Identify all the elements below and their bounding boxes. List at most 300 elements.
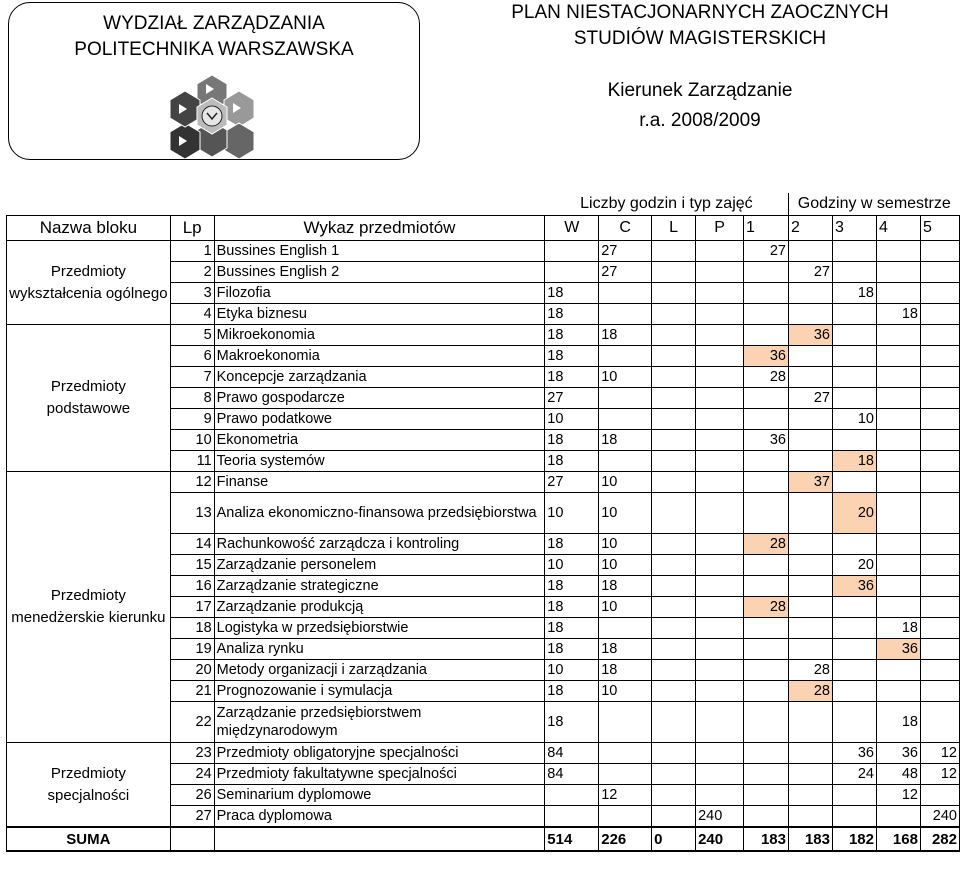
faculty-name: WYDZIAŁ ZARZĄDZANIA — [103, 13, 325, 34]
row-s4-value — [876, 430, 920, 451]
row-s2-value — [789, 618, 833, 639]
row-w-value: 18 — [545, 346, 599, 367]
row-s4-value — [876, 283, 920, 304]
row-p-value — [696, 493, 744, 534]
row-s2-value — [789, 702, 833, 743]
row-l-value — [652, 743, 696, 764]
row-s1-value: 28 — [744, 534, 789, 555]
row-s4-value — [876, 388, 920, 409]
row-s3-value: 18 — [832, 283, 876, 304]
row-s3-value — [832, 597, 876, 618]
row-s1-value — [744, 785, 789, 806]
row-s5-value — [920, 576, 959, 597]
row-p-value — [696, 534, 744, 555]
row-s4-value — [876, 262, 920, 283]
sum-w-value: 514 — [545, 827, 599, 851]
academic-year: r.a. 2008/2009 — [639, 110, 761, 131]
row-p-value: 240 — [696, 806, 744, 828]
row-s2-value — [789, 241, 833, 262]
row-s5-value — [920, 346, 959, 367]
row-subject-name: Koncepcje zarządzania — [214, 367, 545, 388]
row-s3-value — [832, 534, 876, 555]
row-c-value — [599, 451, 652, 472]
row-s3-value: 36 — [832, 743, 876, 764]
row-lp: 2 — [170, 262, 214, 283]
col-sem5-header: 5 — [920, 216, 959, 241]
row-l-value — [652, 660, 696, 681]
row-l-value — [652, 346, 696, 367]
row-w-value: 18 — [545, 367, 599, 388]
row-subject-name: Zarządzanie produkcją — [214, 597, 545, 618]
row-c-value — [599, 304, 652, 325]
row-lp: 26 — [170, 785, 214, 806]
row-s4-value: 36 — [876, 639, 920, 660]
row-s2-value — [789, 639, 833, 660]
row-lp: 1 — [170, 241, 214, 262]
row-c-value: 18 — [599, 430, 652, 451]
row-p-value — [696, 764, 744, 785]
row-l-value — [652, 388, 696, 409]
row-s1-value — [744, 451, 789, 472]
row-l-value — [652, 367, 696, 388]
row-s2-value — [789, 430, 833, 451]
row-l-value — [652, 304, 696, 325]
row-s2-value — [789, 576, 833, 597]
sum-row — [7, 827, 960, 851]
column-header-row — [7, 216, 960, 241]
row-s2-value: 28 — [789, 660, 833, 681]
row-l-value — [652, 283, 696, 304]
row-subject-name: Przedmioty obligatoryjne specjalności — [214, 743, 545, 764]
row-lp: 21 — [170, 681, 214, 702]
row-s1-value — [744, 702, 789, 743]
row-l-value — [652, 806, 696, 828]
semesters-group-header: Godziny w semestrze — [789, 193, 960, 216]
row-s3-value: 24 — [832, 764, 876, 785]
row-subject-name: Filozofia — [214, 283, 545, 304]
row-s4-value — [876, 472, 920, 493]
row-s5-value — [920, 367, 959, 388]
col-lp-header: Lp — [170, 216, 214, 241]
row-s2-value — [789, 283, 833, 304]
row-s1-value — [744, 681, 789, 702]
row-s5-value: 240 — [920, 806, 959, 828]
row-p-value — [696, 367, 744, 388]
row-s1-value — [744, 472, 789, 493]
row-subject-name: Mikroekonomia — [214, 325, 545, 346]
row-c-value: 18 — [599, 576, 652, 597]
row-s5-value: 12 — [920, 743, 959, 764]
row-l-value — [652, 576, 696, 597]
col-sem4-header: 4 — [876, 216, 920, 241]
row-s4-value: 48 — [876, 764, 920, 785]
col-l-header: L — [652, 216, 696, 241]
row-s3-value — [832, 660, 876, 681]
row-w-value: 18 — [545, 618, 599, 639]
row-s3-value — [832, 367, 876, 388]
row-subject-name: Etyka biznesu — [214, 304, 545, 325]
row-subject-name: Przedmioty fakultatywne specjalności — [214, 764, 545, 785]
row-l-value — [652, 681, 696, 702]
row-p-value — [696, 472, 744, 493]
row-s1-value: 28 — [744, 367, 789, 388]
row-subject-name: Finanse — [214, 472, 545, 493]
row-s4-value — [876, 241, 920, 262]
row-subject-name: Logistyka w przedsiębiorstwie — [214, 618, 545, 639]
row-c-value: 18 — [599, 639, 652, 660]
row-s4-value — [876, 325, 920, 346]
block-name-basic: Przedmioty podstawowe — [7, 325, 171, 472]
row-p-value — [696, 618, 744, 639]
row-lp: 5 — [170, 325, 214, 346]
block-name-managerial: Przedmioty menedżerskie kierunku — [7, 472, 171, 743]
sum-s2-value: 183 — [789, 827, 833, 851]
table-row — [7, 241, 960, 262]
row-s5-value — [920, 472, 959, 493]
row-c-value: 10 — [599, 597, 652, 618]
sum-c-value: 226 — [599, 827, 652, 851]
row-s2-value: 27 — [789, 262, 833, 283]
col-c-header: C — [599, 216, 652, 241]
row-c-value — [599, 346, 652, 367]
table-body — [7, 241, 960, 852]
row-w-value: 10 — [545, 660, 599, 681]
row-s2-value — [789, 534, 833, 555]
row-s4-value — [876, 451, 920, 472]
row-p-value — [696, 639, 744, 660]
sum-s1-value: 183 — [744, 827, 789, 851]
row-c-value: 10 — [599, 493, 652, 534]
row-s2-value — [789, 597, 833, 618]
row-subject-name: Bussines English 2 — [214, 262, 545, 283]
row-s2-value: 27 — [789, 388, 833, 409]
row-lp: 22 — [170, 702, 214, 743]
row-c-value: 10 — [599, 472, 652, 493]
row-l-value — [652, 639, 696, 660]
row-s2-value — [789, 409, 833, 430]
row-s3-value — [832, 325, 876, 346]
row-c-value — [599, 806, 652, 828]
row-lp: 3 — [170, 283, 214, 304]
row-l-value — [652, 534, 696, 555]
row-l-value — [652, 472, 696, 493]
row-lp: 6 — [170, 346, 214, 367]
row-s5-value — [920, 618, 959, 639]
row-l-value — [652, 555, 696, 576]
sum-s3-value: 182 — [832, 827, 876, 851]
row-l-value — [652, 618, 696, 639]
row-s3-value — [832, 430, 876, 451]
row-s3-value — [832, 702, 876, 743]
row-lp: 8 — [170, 388, 214, 409]
row-w-value: 18 — [545, 304, 599, 325]
row-s4-value — [876, 597, 920, 618]
row-s5-value — [920, 702, 959, 743]
row-s3-value — [832, 785, 876, 806]
row-lp: 27 — [170, 806, 214, 828]
university-logo — [167, 73, 257, 159]
row-s1-value — [744, 618, 789, 639]
row-c-value: 10 — [599, 681, 652, 702]
row-subject-name: Makroekonomia — [214, 346, 545, 367]
row-s3-value — [832, 304, 876, 325]
row-s2-value — [789, 785, 833, 806]
row-w-value: 18 — [545, 283, 599, 304]
row-s1-value — [744, 555, 789, 576]
row-lp: 10 — [170, 430, 214, 451]
row-w-value: 18 — [545, 681, 599, 702]
row-s1-value — [744, 743, 789, 764]
row-s5-value — [920, 262, 959, 283]
block-name-specialty: Przedmioty specjalności — [7, 743, 171, 828]
table-row — [7, 325, 960, 346]
row-s5-value — [920, 681, 959, 702]
row-p-value — [696, 702, 744, 743]
row-s1-value — [744, 639, 789, 660]
row-s2-value: 36 — [789, 325, 833, 346]
row-lp: 9 — [170, 409, 214, 430]
row-p-value — [696, 304, 744, 325]
row-s4-value — [876, 346, 920, 367]
row-w-value: 18 — [545, 325, 599, 346]
row-s4-value — [876, 555, 920, 576]
row-s3-value — [832, 388, 876, 409]
row-w-value — [545, 241, 599, 262]
row-s2-value — [789, 346, 833, 367]
row-w-value — [545, 262, 599, 283]
row-w-value: 27 — [545, 388, 599, 409]
hours-group-header: Liczby godzin i typ zajęć — [545, 193, 789, 216]
row-lp: 13 — [170, 493, 214, 534]
row-s3-value — [832, 241, 876, 262]
row-s3-value — [832, 681, 876, 702]
row-s4-value — [876, 576, 920, 597]
row-s1-value: 36 — [744, 346, 789, 367]
row-s5-value — [920, 493, 959, 534]
row-l-value — [652, 430, 696, 451]
col-sem3-header: 3 — [832, 216, 876, 241]
row-p-value — [696, 241, 744, 262]
row-p-value — [696, 451, 744, 472]
row-s2-value — [789, 367, 833, 388]
row-w-value: 84 — [545, 764, 599, 785]
row-l-value — [652, 262, 696, 283]
row-w-value: 18 — [545, 430, 599, 451]
row-p-value — [696, 681, 744, 702]
row-lp: 16 — [170, 576, 214, 597]
row-p-value — [696, 346, 744, 367]
row-subject-name: Teoria systemów — [214, 451, 545, 472]
row-s5-value — [920, 283, 959, 304]
row-s3-value: 20 — [832, 493, 876, 534]
row-c-value: 10 — [599, 367, 652, 388]
row-c-value: 27 — [599, 241, 652, 262]
row-subject-name: Seminarium dyplomowe — [214, 785, 545, 806]
row-s2-value: 37 — [789, 472, 833, 493]
row-l-value — [652, 241, 696, 262]
row-s3-value — [832, 639, 876, 660]
row-w-value: 10 — [545, 409, 599, 430]
row-c-value — [599, 743, 652, 764]
row-s2-value — [789, 493, 833, 534]
row-s5-value — [920, 555, 959, 576]
row-s2-value — [789, 304, 833, 325]
sum-empty-name — [214, 827, 545, 851]
row-subject-name: Bussines English 1 — [214, 241, 545, 262]
row-subject-name: Zarządzanie personelem — [214, 555, 545, 576]
row-s3-value — [832, 806, 876, 828]
row-l-value — [652, 451, 696, 472]
row-p-value — [696, 262, 744, 283]
row-s1-value — [744, 304, 789, 325]
row-s3-value — [832, 618, 876, 639]
row-w-value: 10 — [545, 555, 599, 576]
row-s5-value — [920, 430, 959, 451]
row-lp: 18 — [170, 618, 214, 639]
row-l-value — [652, 597, 696, 618]
col-block-header: Nazwa bloku — [7, 216, 171, 241]
row-lp: 19 — [170, 639, 214, 660]
row-s1-value — [744, 262, 789, 283]
row-lp: 14 — [170, 534, 214, 555]
row-subject-name: Analiza rynku — [214, 639, 545, 660]
row-s2-value — [789, 743, 833, 764]
col-sem2-header: 2 — [789, 216, 833, 241]
col-w-header: W — [545, 216, 599, 241]
row-l-value — [652, 764, 696, 785]
row-w-value: 18 — [545, 702, 599, 743]
row-s2-value — [789, 555, 833, 576]
row-s4-value: 18 — [876, 304, 920, 325]
row-s4-value — [876, 806, 920, 828]
row-w-value: 84 — [545, 743, 599, 764]
row-w-value: 18 — [545, 639, 599, 660]
row-c-value — [599, 388, 652, 409]
row-s4-value — [876, 409, 920, 430]
row-s3-value: 10 — [832, 409, 876, 430]
row-s5-value: 12 — [920, 764, 959, 785]
row-w-value — [545, 785, 599, 806]
row-s5-value — [920, 639, 959, 660]
row-l-value — [652, 325, 696, 346]
row-subject-name: Rachunkowość zarządcza i kontroling — [214, 534, 545, 555]
row-s1-value: 36 — [744, 430, 789, 451]
row-c-value — [599, 764, 652, 785]
row-c-value — [599, 283, 652, 304]
row-l-value — [652, 785, 696, 806]
row-p-value — [696, 325, 744, 346]
col-subjects-header: Wykaz przedmiotów — [214, 216, 545, 241]
row-s4-value — [876, 681, 920, 702]
row-s1-value — [744, 660, 789, 681]
row-lp: 23 — [170, 743, 214, 764]
row-subject-name: Zarządzanie przedsiębiorstwem międzynarodowym — [214, 702, 545, 743]
row-s4-value — [876, 493, 920, 534]
row-subject-name: Prawo gospodarcze — [214, 388, 545, 409]
row-subject-name: Ekonometria — [214, 430, 545, 451]
row-subject-name: Analiza ekonomiczno-finansowa przedsiębiorstwa — [214, 493, 545, 534]
sum-l-value: 0 — [652, 827, 696, 851]
row-p-value — [696, 388, 744, 409]
study-plan-table-wrapper — [6, 193, 960, 852]
col-p-header: P — [696, 216, 744, 241]
row-s1-value: 27 — [744, 241, 789, 262]
row-w-value: 27 — [545, 472, 599, 493]
row-l-value — [652, 493, 696, 534]
block-name-general: Przedmioty wykształcenia ogólnego — [7, 241, 171, 325]
row-c-value: 10 — [599, 534, 652, 555]
row-p-value — [696, 660, 744, 681]
row-s4-value — [876, 367, 920, 388]
row-c-value — [599, 702, 652, 743]
row-p-value — [696, 576, 744, 597]
row-s4-value: 36 — [876, 743, 920, 764]
row-lp: 17 — [170, 597, 214, 618]
row-p-value — [696, 597, 744, 618]
sum-s5-value: 282 — [920, 827, 959, 851]
row-subject-name: Praca dyplomowa — [214, 806, 545, 828]
row-s3-value: 18 — [832, 451, 876, 472]
row-s2-value — [789, 806, 833, 828]
row-s5-value — [920, 785, 959, 806]
row-w-value: 18 — [545, 576, 599, 597]
row-s1-value — [744, 283, 789, 304]
sum-s4-value: 168 — [876, 827, 920, 851]
sum-label: SUMA — [7, 827, 171, 851]
row-c-value: 12 — [599, 785, 652, 806]
row-s2-value — [789, 451, 833, 472]
row-w-value — [545, 806, 599, 828]
row-p-value — [696, 430, 744, 451]
row-c-value — [599, 618, 652, 639]
row-s3-value — [832, 262, 876, 283]
row-subject-name: Zarządzanie strategiczne — [214, 576, 545, 597]
col-sem1-header: 1 — [744, 216, 789, 241]
row-lp: 12 — [170, 472, 214, 493]
row-c-value: 10 — [599, 555, 652, 576]
group-header-row — [7, 193, 960, 216]
row-w-value: 18 — [545, 451, 599, 472]
row-subject-name: Prognozowanie i symulacja — [214, 681, 545, 702]
row-s3-value — [832, 346, 876, 367]
plan-title: PLAN NIESTACJONARNYCH ZAOCZNYCH — [511, 2, 889, 23]
row-s5-value — [920, 597, 959, 618]
row-s5-value — [920, 325, 959, 346]
row-s5-value — [920, 304, 959, 325]
row-s5-value — [920, 388, 959, 409]
row-lp: 24 — [170, 764, 214, 785]
row-c-value: 18 — [599, 660, 652, 681]
row-s4-value: 18 — [876, 618, 920, 639]
row-p-value — [696, 409, 744, 430]
faculty-header-box — [8, 2, 420, 160]
row-lp: 7 — [170, 367, 214, 388]
row-s1-value — [744, 764, 789, 785]
row-p-value — [696, 283, 744, 304]
row-lp: 4 — [170, 304, 214, 325]
university-name: POLITECHNIKA WARSZAWSKA — [74, 39, 354, 60]
row-s3-value — [832, 472, 876, 493]
row-subject-name: Metody organizacji i zarządzania — [214, 660, 545, 681]
row-s3-value: 36 — [832, 576, 876, 597]
table-row — [7, 743, 960, 764]
row-w-value: 18 — [545, 597, 599, 618]
sum-p-value: 240 — [696, 827, 744, 851]
sum-empty-lp — [170, 827, 214, 851]
row-p-value — [696, 743, 744, 764]
row-s2-value: 28 — [789, 681, 833, 702]
row-s2-value — [789, 764, 833, 785]
